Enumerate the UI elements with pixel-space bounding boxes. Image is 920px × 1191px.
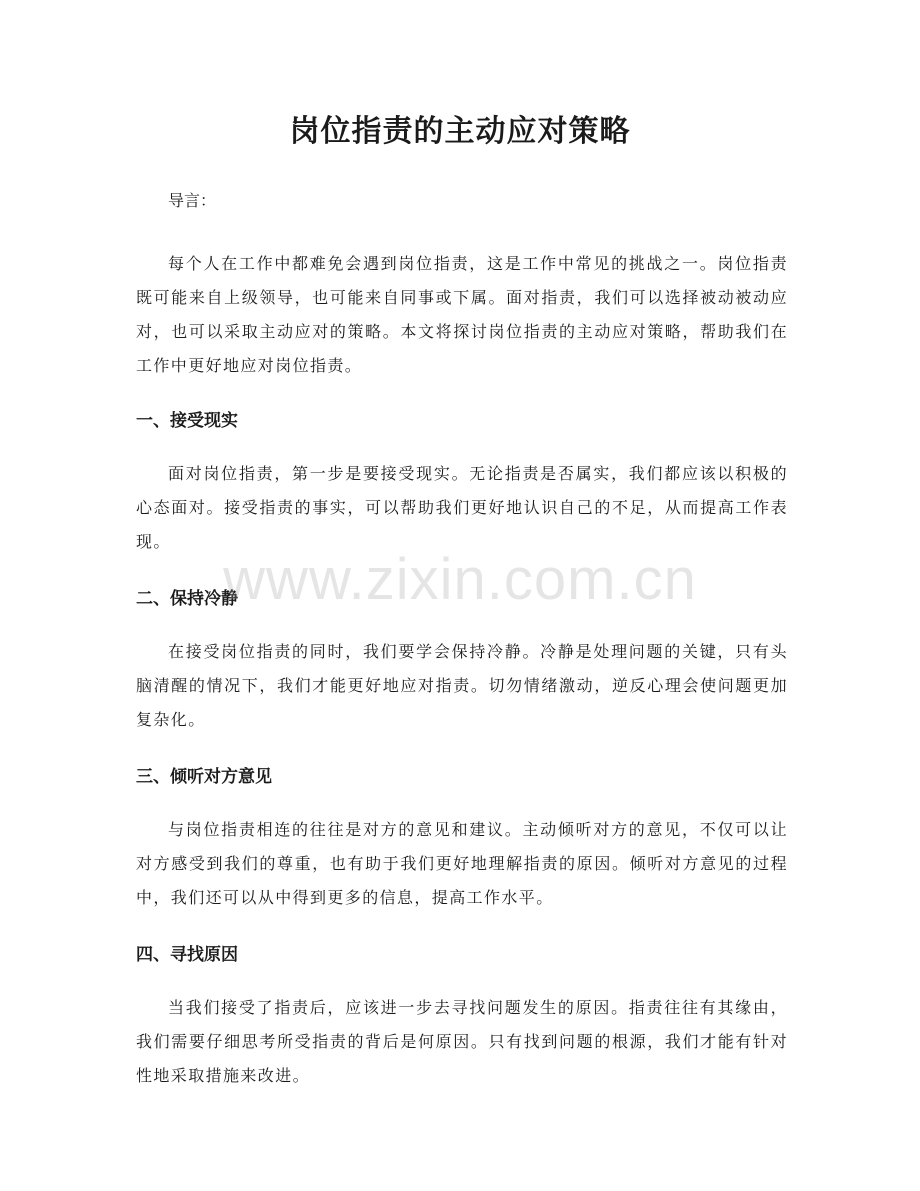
section-paragraph-2: 在接受岗位指责的同时，我们要学会保持冷静。冷静是处理问题的关键，只有头脑清醒的情况下，我们才能更好地应对指责。切勿情绪激动，逆反心理会使问题更加复杂化。 [136,642,788,729]
section-heading-2: 二、保持冷静 [136,589,238,609]
intro-paragraph: 每个人在工作中都难免会遇到岗位指责，这是工作中常见的挑战之一。岗位指责既可能来自上级领导，也可能来自同事或下属。面对指责，我们可以选择被动被动应对，也可以采取主动应对的策略。本文将探讨岗位指责的主动应对策略，帮助我们在工作中更好地应对岗位指责。 [136,254,788,375]
document-title: 岗位指责的主动应对策略 [289,114,631,149]
section-heading-4: 四、寻找原因 [136,945,238,965]
document-body [136,184,788,1093]
section-heading-3: 三、倾听对方意见 [136,767,272,787]
section-paragraph-4: 当我们接受了指责后，应该进一步去寻找问题发生的原因。指责往往有其缘由，我们需要仔细思考所受指责的背后是何原因。只有找到问题的根源，我们才能有针对性地采取措施来改进。 [136,998,788,1085]
section-heading-1: 一、接受现实 [136,411,238,431]
section-paragraph-1: 面对岗位指责，第一步是要接受现实。无论指责是否属实，我们都应该以积极的心态面对。接受指责的事实，可以帮助我们更好地认识自己的不足，从而提高工作表现。 [136,464,788,551]
intro-label: 导言： [168,191,217,210]
watermark-text: www.zixin.com.cn [223,547,697,612]
section-paragraph-3: 与岗位指责相连的往往是对方的意见和建议。主动倾听对方的意见，不仅可以让对方感受到我们的尊重，也有助于我们更好地理解指责的原因。倾听对方意见的过程中，我们还可以从中得到更多的信息，提高工作水平。 [136,820,788,907]
